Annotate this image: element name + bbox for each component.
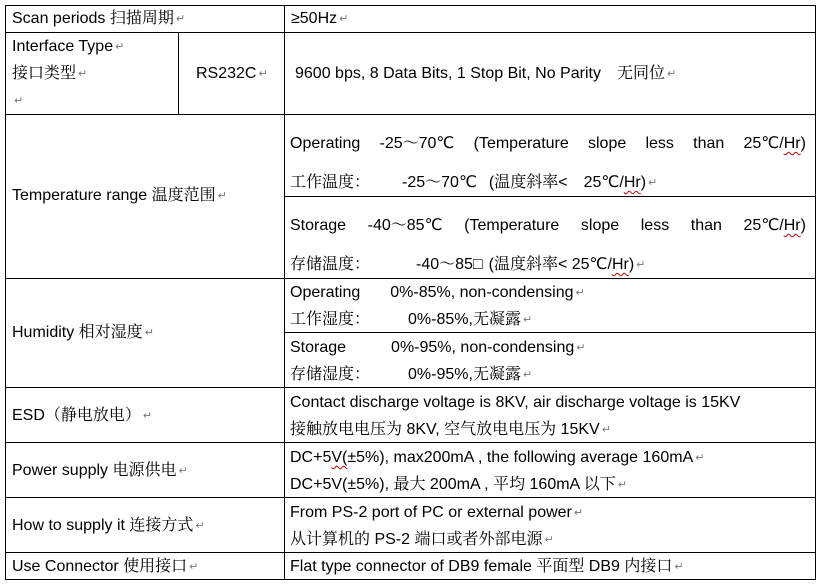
paragraph-mark: ↵	[522, 369, 533, 381]
paragraph-mark: ↵	[666, 68, 677, 80]
row-line	[5, 278, 816, 279]
paragraph-mark: ↵	[573, 507, 584, 519]
paragraph-mark: ↵	[178, 465, 188, 477]
paragraph-mark: ↵	[636, 259, 646, 271]
scan-periods-value: ≥50Hz ↵	[291, 10, 349, 27]
paragraph-mark: ↵	[78, 68, 88, 80]
paragraph-mark: ↵	[175, 13, 186, 25]
row-line	[5, 552, 816, 553]
paragraph-mark: ↵	[576, 342, 586, 354]
humidity-operating-cn: 工作湿度： 0%-85%,无凝露 ↵	[290, 311, 533, 328]
how-to-supply-line-en: From PS-2 port of PC or external power ↵	[290, 504, 584, 521]
paragraph-mark: ↵	[575, 287, 585, 299]
paragraph-mark: ↵	[217, 190, 227, 202]
how-to-supply-line-cn: 从计算机的 PS-2 端口或者外部电源 ↵	[290, 531, 554, 548]
paragraph-mark: ↵	[617, 479, 627, 491]
paragraph-mark: ↵	[601, 424, 611, 436]
paragraph-mark: ↵	[14, 95, 24, 107]
paragraph-mark: ↵	[115, 41, 125, 53]
paragraph-mark: ↵	[695, 452, 705, 464]
row-line	[5, 32, 816, 33]
interface-type-label-en: Interface Type ↵	[12, 38, 125, 55]
paragraph-mark: ↵	[144, 327, 154, 339]
paragraph-mark: ↵	[195, 520, 205, 532]
temperature-operating-en: Operating -25～70℃ (Temperature slope less than 25℃/Hr)	[290, 135, 806, 152]
interface-type-label-cn: 接口类型 ↵	[12, 65, 88, 82]
subrow-line	[284, 332, 816, 333]
humidity-operating-en: Operating 0%-85%, non-condensing ↵	[290, 284, 585, 301]
use-connector-label: Use Connector 使用接口 ↵	[12, 558, 199, 575]
power-supply-line-en: DC+5V(±5%), max200mA , the following average 160mA ↵	[290, 449, 705, 466]
table-border-left	[5, 5, 6, 580]
esd-line-en: Contact discharge voltage is 8KV, air discharge voltage is 15KV	[290, 394, 741, 411]
paragraph-mark: ↵	[544, 534, 554, 546]
power-supply-line-cn: DC+5V(±5%), 最大 200mA , 平均 160mA 以下 ↵	[290, 476, 627, 493]
scan-periods-label: Scan periods 扫描周期 ↵	[12, 10, 186, 27]
row-line	[5, 114, 816, 115]
power-supply-label: Power supply 电源供电 ↵	[12, 462, 188, 479]
esd-line-cn: 接触放电电压为 8KV, 空气放电电压为 15KV ↵	[290, 421, 611, 438]
table-border-top	[5, 5, 816, 6]
temperature-operating-cn: 工作温度： -25～70℃ (温度斜率< 25℃/Hr) ↵	[290, 174, 658, 191]
temperature-storage-cn: 存储温度： -40～85□ (温度斜率< 25℃/Hr) ↵	[290, 256, 646, 273]
paragraph-mark: ↵	[189, 561, 199, 573]
temperature-range-label: Temperature range 温度范围 ↵	[12, 187, 227, 204]
paragraph-mark: ↵	[142, 410, 153, 422]
interface-sub-label: RS232C ↵	[196, 65, 268, 82]
humidity-storage-en: Storage 0%-95%, non-condensing ↵	[290, 339, 586, 356]
interface-value: 9600 bps, 8 Data Bits, 1 Stop Bit, No Parity 无同位 ↵	[295, 65, 677, 82]
paragraph-mark: ↵	[674, 561, 684, 573]
paragraph-mark: ↵	[522, 314, 533, 326]
how-to-supply-label: How to supply it 连接方式 ↵	[12, 517, 205, 534]
esd-label: ESD（静电放电） ↵	[12, 407, 153, 424]
row-line	[5, 387, 816, 388]
paragraph-mark: ↵	[648, 177, 658, 189]
use-connector-value: Flat type connector of DB9 female 平面型 DB9 内接口 ↵	[290, 558, 684, 575]
column-divider	[284, 5, 285, 580]
humidity-label: Humidity 相对湿度 ↵	[12, 324, 154, 341]
paragraph-mark: ↵	[258, 68, 268, 80]
subrow-line	[284, 196, 816, 197]
interface-empty-line	[12, 91, 23, 111]
paragraph-mark: ↵	[339, 13, 349, 25]
row-line	[5, 442, 816, 443]
row-line	[5, 497, 816, 498]
table-border-bottom	[5, 579, 816, 580]
table-border-right	[815, 5, 816, 580]
interface-subdivider	[178, 32, 179, 114]
humidity-storage-cn: 存储湿度： 0%-95%,无凝露 ↵	[290, 366, 533, 383]
temperature-storage-en: Storage -40～85℃ (Temperature slope less than 25℃/Hr)	[290, 217, 806, 234]
